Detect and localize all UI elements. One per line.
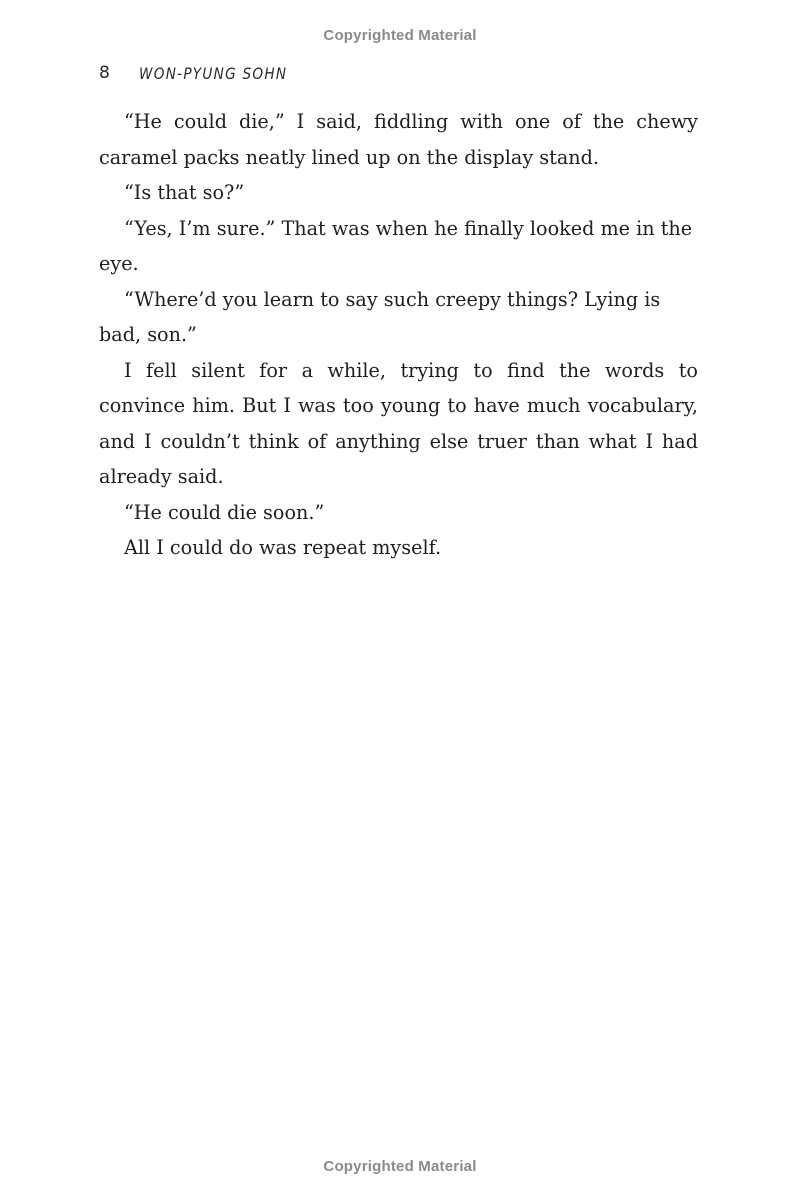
paragraph: “Yes, I’m sure.” That was when he finally looked me in the eye. [99, 216, 693, 275]
copyright-watermark-bottom: Copyrighted Material [323, 1158, 477, 1175]
paragraph: “Where’d you learn to say such creepy things? Lying is bad, son.” [99, 287, 661, 346]
page-number: 8 [99, 63, 110, 83]
copyright-watermark-top: Copyrighted Material [323, 27, 477, 44]
author-name: WON-PYUNG SOHN [139, 63, 288, 83]
running-head [99, 60, 314, 86]
paragraph: “He could die soon.” [124, 500, 325, 524]
paragraph: I fell silent for a while, trying to find the words to convince him. But I was too young to have much vocabulary, and I couldn’t think of anything else truer than what I had already said. [99, 358, 698, 488]
paragraph: “He could die,” I said, fiddling with one of the chewy caramel packs neatly lined up on the display stand. [99, 110, 698, 169]
paragraph: All I could do was repeat myself. [124, 536, 442, 559]
body-text [99, 104, 698, 566]
paragraph: “Is that so?” [124, 181, 245, 204]
